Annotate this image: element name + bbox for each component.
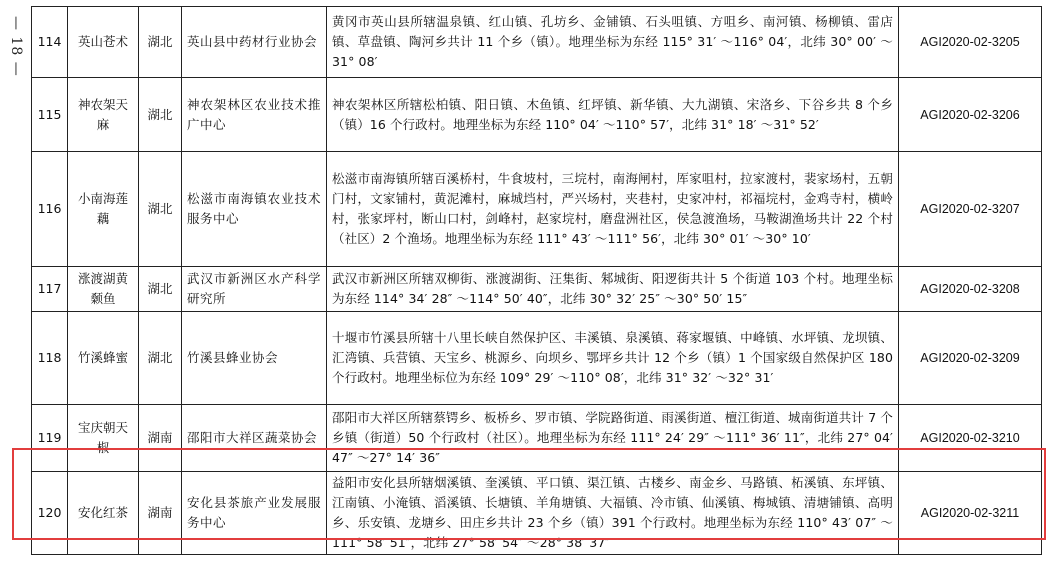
protected-area: 十堰市竹溪县所辖十八里长峡自然保护区、丰溪镇、泉溪镇、蒋家堰镇、中峰镇、水坪镇、龙坝镇、汇湾镇、兵营镇、天宝乡、桃源乡、向坝乡、鄂坪乡共计 12 个乡（镇）1 个国家级自然保护区 180 个行政村。地理坐标位为东经 109° 29′ ～110° 08′，北纬 31° 32′ ～32° 31′ <box>327 312 899 405</box>
product-name: 英山苍术 <box>68 7 139 78</box>
protected-area: 武汉市新洲区所辖双柳街、涨渡湖街、汪集街、邾城街、阳逻街共计 5 个街道 103 个村。地理坐标为东经 114° 34′ 28″ ～114° 50′ 40″，北纬 30° 32′ 25″ ～30° 50′ 15″ <box>327 267 899 312</box>
table-row <box>32 312 1042 405</box>
province: 湖北 <box>139 152 182 267</box>
registration-code: AGI2020-02-3206 <box>899 78 1042 152</box>
product-name: 宝庆朝天椒 <box>68 405 139 472</box>
row-number: 120 <box>32 472 68 555</box>
page-number: — 18 — <box>8 16 24 77</box>
row-number: 115 <box>32 78 68 152</box>
registration-code: AGI2020-02-3208 <box>899 267 1042 312</box>
table-row <box>32 78 1042 152</box>
registration-code: AGI2020-02-3207 <box>899 152 1042 267</box>
registration-code: AGI2020-02-3210 <box>899 405 1042 472</box>
protected-area: 神农架林区所辖松柏镇、阳日镇、木鱼镇、红坪镇、新华镇、大九湖镇、宋洛乡、下谷乡共 8 个乡（镇）16 个行政村。地理坐标为东经 110° 04′ ～110° 57′，北纬 31° 18′ ～31° 52′ <box>327 78 899 152</box>
product-name: 竹溪蜂蜜 <box>68 312 139 405</box>
applicant-org: 安化县茶旅产业发展服务中心 <box>182 472 327 555</box>
product-name: 神农架天麻 <box>68 78 139 152</box>
province: 湖北 <box>139 312 182 405</box>
applicant-org: 英山县中药材行业协会 <box>182 7 327 78</box>
table-row <box>32 152 1042 267</box>
product-name: 涨渡湖黄颡鱼 <box>68 267 139 312</box>
row-number: 117 <box>32 267 68 312</box>
row-number: 114 <box>32 7 68 78</box>
protected-area: 益阳市安化县所辖烟溪镇、奎溪镇、平口镇、渠江镇、古楼乡、南金乡、马路镇、柘溪镇、东坪镇、江南镇、小淹镇、滔溪镇、长塘镇、羊角塘镇、大福镇、冷市镇、仙溪镇、梅城镇、清塘铺镇、高明乡、乐安镇、龙塘乡、田庄乡共计 23 个乡（镇）391 个行政村。地理坐标为东经 110° 43′ 07″ ～111° 58′ 51″，北纬 27° 58′ 54″ ～28° 38′ 37″ <box>327 472 899 555</box>
row-number: 118 <box>32 312 68 405</box>
highlight-box <box>12 448 1046 540</box>
applicant-org: 神农架林区农业技术推广中心 <box>182 78 327 152</box>
product-name: 小南海莲藕 <box>68 152 139 267</box>
applicant-org: 邵阳市大祥区蔬菜协会 <box>182 405 327 472</box>
province: 湖北 <box>139 78 182 152</box>
product-name: 安化红茶 <box>68 472 139 555</box>
row-number: 119 <box>32 405 68 472</box>
protected-area: 松滋市南海镇所辖百溪桥村，牛食坡村，三垸村，南海闸村，厍家咀村，拉家渡村，裴家场村，五朝门村，文家铺村，黄泥滩村，麻城垱村，严兴场村，夹巷村，史家冲村，祁福垸村，金鸡寺村，横岭村，张家坪村，断山口村，剑峰村，赵家垸村，磨盘洲社区，侯急渡渔场，马鞍湖渔场共计 22 个村（社区）2 个渔场。地理坐标为东经 111° 43′ ～111° 56′，北纬 30° 01′ ～30° 10′ <box>327 152 899 267</box>
province: 湖北 <box>139 267 182 312</box>
province: 湖南 <box>139 405 182 472</box>
registration-code: AGI2020-02-3211 <box>899 472 1042 555</box>
registration-code: AGI2020-02-3209 <box>899 312 1042 405</box>
province: 湖北 <box>139 7 182 78</box>
table-row <box>32 267 1042 312</box>
protected-area: 黄冈市英山县所辖温泉镇、红山镇、孔坊乡、金铺镇、石头咀镇、方咀乡、南河镇、杨柳镇、雷店镇、草盘镇、陶河乡共计 11 个乡（镇）。地理坐标为东经 115° 31′ ～116° 04′，北纬 30° 00′ ～31° 08′ <box>327 7 899 78</box>
row-number: 116 <box>32 152 68 267</box>
province: 湖南 <box>139 472 182 555</box>
protected-area: 邵阳市大祥区所辖蔡锷乡、板桥乡、罗市镇、学院路街道、雨溪街道、檀江街道、城南街道共计 7 个乡镇（街道）50 个行政村（社区）。地理坐标为东经 111° 24′ 29″ ～111° 36′ 11″，北纬 27° 04′ 47″ ～27° 14′ 36″ <box>327 405 899 472</box>
table-row <box>32 7 1042 78</box>
applicant-org: 武汉市新洲区水产科学研究所 <box>182 267 327 312</box>
registration-code: AGI2020-02-3205 <box>899 7 1042 78</box>
applicant-org: 松滋市南海镇农业技术服务中心 <box>182 152 327 267</box>
applicant-org: 竹溪县蜂业协会 <box>182 312 327 405</box>
